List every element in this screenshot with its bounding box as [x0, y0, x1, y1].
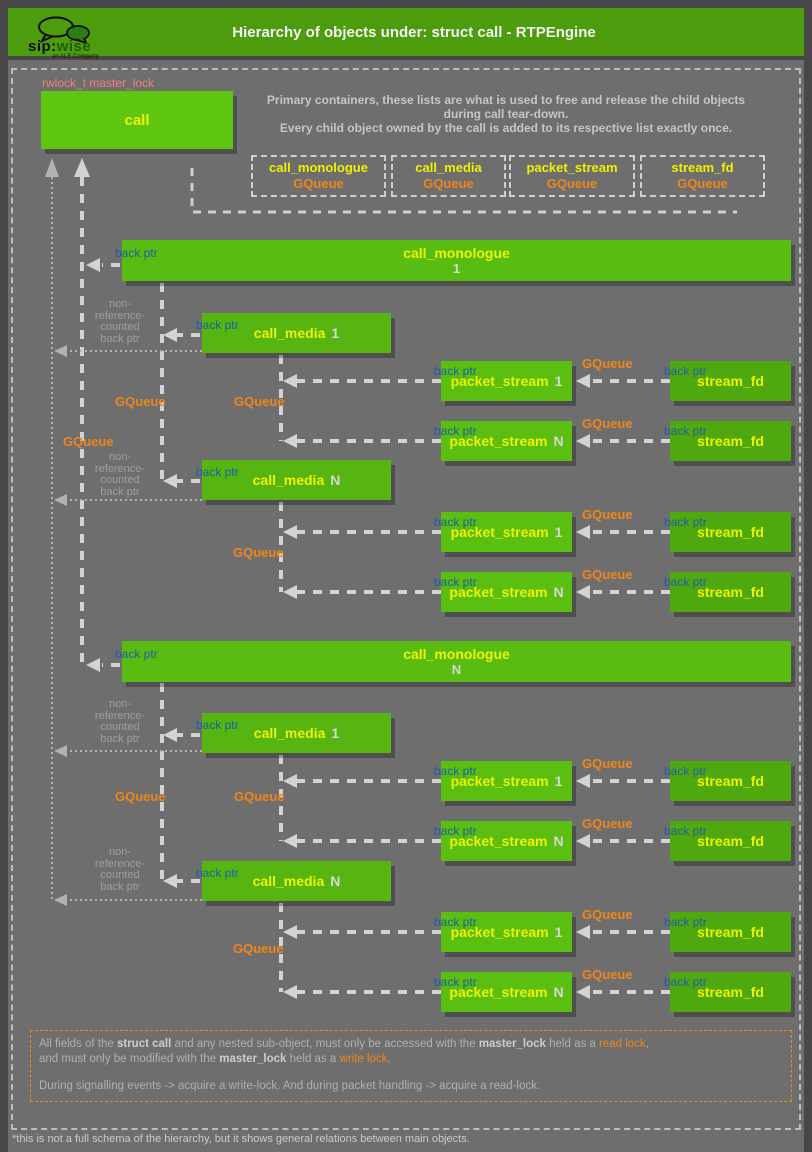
node-number: N — [330, 472, 341, 488]
back-ptr-label-fd-1: back ptr — [664, 424, 707, 438]
gqueue-label-fd-0: GQueue — [582, 356, 633, 371]
gqueue-label-trunk-2: GQueue — [63, 434, 114, 449]
node-call — [41, 91, 233, 149]
non-ref-line: non- — [108, 846, 132, 858]
back-ptr-label-mono-0: back ptr — [115, 246, 158, 260]
node-label: stream_fd — [697, 773, 764, 789]
note-segment: held as a — [545, 1038, 600, 1050]
locking-note-box — [30, 1030, 792, 1102]
note-segment: held as a — [286, 1053, 340, 1065]
back-ptr-label-ps-7: back ptr — [434, 975, 477, 989]
back-ptr-label-fd-3: back ptr — [664, 575, 707, 589]
legend-type: GQueue — [546, 176, 598, 191]
intro-line-1: Primary containers, these lists are what is used to free and release the child objects — [266, 93, 746, 107]
legend-type: GQueue — [677, 176, 728, 191]
node-label: packet_stream — [450, 524, 549, 540]
non-ref-line: counted — [100, 321, 140, 333]
non-ref-back-ptr-label-2 — [84, 699, 156, 745]
back-ptr-label-media-1: back ptr — [196, 465, 239, 479]
node-label: packet_stream — [450, 773, 549, 789]
node-label: stream_fd — [697, 373, 764, 389]
node-label: call_media — [252, 873, 325, 889]
node-call-monologue-1 — [122, 240, 791, 281]
gqueue-label-trunk-4: GQueue — [115, 789, 166, 804]
note-line-0 — [39, 1037, 783, 1052]
node-number: 1 — [554, 524, 563, 540]
legend-stream_fd — [640, 155, 765, 197]
non-ref-line: reference- — [94, 462, 146, 475]
back-ptr-label-ps-1: back ptr — [434, 424, 477, 438]
note-segment: and must only be modified with the — [39, 1053, 220, 1065]
note-segment: . — [387, 1053, 391, 1065]
back-ptr-label-fd-6: back ptr — [664, 915, 707, 929]
note-segment: , — [645, 1038, 649, 1050]
back-ptr-label-fd-2: back ptr — [664, 515, 707, 529]
node-number: N — [553, 433, 564, 449]
back-ptr-label-ps-6: back ptr — [434, 915, 477, 929]
legend-name: packet_stream — [526, 160, 618, 175]
note-blank-line — [39, 1067, 783, 1079]
node-number: N — [553, 833, 564, 849]
back-ptr-label-fd-4: back ptr — [664, 764, 707, 778]
node-label: packet_stream — [450, 924, 549, 940]
note-line-2 — [39, 1079, 783, 1094]
logo-sip: sip: — [28, 38, 57, 55]
back-ptr-label-media-2: back ptr — [196, 718, 239, 732]
logo-wise: wise — [56, 38, 92, 55]
legend-call_media — [391, 155, 506, 197]
non-ref-back-ptr-label-3 — [84, 847, 156, 893]
legend-name: call_monologue — [269, 160, 368, 175]
non-ref-line: non- — [108, 298, 132, 310]
legend-call_monologue — [251, 155, 386, 197]
node-number: N — [451, 661, 462, 677]
non-ref-line: counted — [100, 869, 140, 881]
gqueue-label-trunk-1: GQueue — [234, 394, 285, 409]
legend-type: GQueue — [423, 176, 474, 191]
node-label: stream_fd — [697, 833, 764, 849]
gqueue-label-fd-6: GQueue — [582, 907, 633, 922]
non-ref-line: non- — [108, 698, 132, 710]
legend-packet_stream — [509, 155, 635, 197]
note-segment: write lock — [339, 1053, 388, 1065]
footnote: *this is not a full schema of the hierarchy, but it shows general relations between main objects. — [12, 1133, 470, 1145]
node-call-monologue-N — [122, 641, 791, 682]
node-label: stream_fd — [697, 584, 764, 600]
back-ptr-label-fd-0: back ptr — [664, 364, 707, 378]
gqueue-label-fd-5: GQueue — [582, 816, 633, 831]
intro-text — [250, 93, 762, 135]
back-ptr-label-ps-4: back ptr — [434, 764, 477, 778]
node-number: 1 — [331, 325, 340, 341]
node-number: 1 — [554, 373, 563, 389]
node-label: stream_fd — [697, 984, 764, 1000]
node-label: stream_fd — [697, 433, 764, 449]
node-number: N — [553, 984, 564, 1000]
node-label: call_monologue — [403, 244, 510, 261]
note-segment: During signalling events -> acquire a write-lock. And during packet handling -> acquire a read-lock. — [39, 1080, 541, 1092]
note-segment: master_lock — [478, 1038, 546, 1050]
gqueue-label-trunk-5: GQueue — [234, 789, 285, 804]
gqueue-label-fd-4: GQueue — [582, 756, 633, 771]
gqueue-label-fd-7: GQueue — [582, 967, 633, 982]
page-title: Hierarchy of objects under: struct call - RTPEngine — [232, 23, 596, 41]
back-ptr-label-mono-1: back ptr — [115, 647, 158, 661]
node-number: N — [553, 584, 564, 600]
gqueue-label-trunk-0: GQueue — [115, 394, 166, 409]
node-number: 1 — [331, 725, 340, 741]
non-ref-line: reference- — [94, 857, 146, 870]
node-label: call_monologue — [403, 645, 510, 662]
intro-line-2: during call tear-down. — [443, 107, 569, 121]
back-ptr-label-ps-0: back ptr — [434, 364, 477, 378]
legend-name: stream_fd — [671, 160, 734, 175]
node-number: 1 — [554, 773, 563, 789]
logo-tagline: an ALE Company — [52, 54, 99, 60]
legend-type: GQueue — [293, 176, 344, 191]
node-label: packet_stream — [450, 373, 549, 389]
node-label: call_media — [252, 472, 325, 488]
back-ptr-label-ps-5: back ptr — [434, 824, 477, 838]
gqueue-label-fd-3: GQueue — [582, 567, 633, 582]
back-ptr-label-fd-7: back ptr — [664, 975, 707, 989]
node-label: packet_stream — [449, 984, 548, 1000]
node-label: stream_fd — [697, 524, 764, 540]
note-line-1 — [39, 1052, 783, 1067]
node-label: call_media — [253, 725, 326, 741]
non-ref-line: reference- — [94, 309, 146, 322]
note-segment: master_lock — [219, 1053, 287, 1065]
gqueue-label-trunk-3: GQueue — [233, 545, 284, 560]
non-ref-back-ptr-label-0 — [84, 299, 156, 345]
non-ref-line: back ptr — [100, 332, 140, 345]
non-ref-line: non- — [108, 451, 132, 463]
node-label: packet_stream — [449, 433, 548, 449]
back-ptr-label-ps-2: back ptr — [434, 515, 477, 529]
non-ref-line: back ptr — [100, 485, 140, 498]
node-label: call_media — [253, 325, 326, 341]
intro-line-3: Every child object owned by the call is added to its respective list exactly once. — [279, 121, 733, 135]
non-ref-line: back ptr — [100, 732, 140, 745]
back-ptr-label-ps-3: back ptr — [434, 575, 477, 589]
master-lock-label: rwlock_t master_lock — [42, 76, 155, 90]
node-label: stream_fd — [697, 924, 764, 940]
node-label: packet_stream — [449, 584, 548, 600]
gqueue-label-fd-1: GQueue — [582, 416, 633, 431]
note-segment: struct call — [116, 1038, 172, 1050]
gqueue-label-fd-2: GQueue — [582, 507, 633, 522]
back-ptr-label-media-0: back ptr — [196, 318, 239, 332]
gqueue-label-trunk-6: GQueue — [233, 941, 284, 956]
node-number: 1 — [554, 924, 563, 940]
non-ref-line: reference- — [94, 709, 146, 722]
back-ptr-label-media-3: back ptr — [196, 866, 239, 880]
node-label: packet_stream — [449, 833, 548, 849]
node-number: 1 — [452, 260, 461, 276]
legend-name: call_media — [415, 160, 482, 175]
note-segment: and any nested sub-object, must only be accessed with the — [171, 1038, 479, 1050]
non-ref-line: counted — [100, 474, 140, 486]
non-ref-back-ptr-label-1 — [84, 452, 156, 498]
back-ptr-label-fd-5: back ptr — [664, 824, 707, 838]
non-ref-line: counted — [100, 721, 140, 733]
note-segment: read lock — [599, 1038, 646, 1050]
note-segment: All fields of the — [39, 1038, 117, 1050]
node-number: N — [330, 873, 341, 889]
node-call-label: call — [124, 111, 150, 129]
non-ref-line: back ptr — [100, 880, 140, 893]
